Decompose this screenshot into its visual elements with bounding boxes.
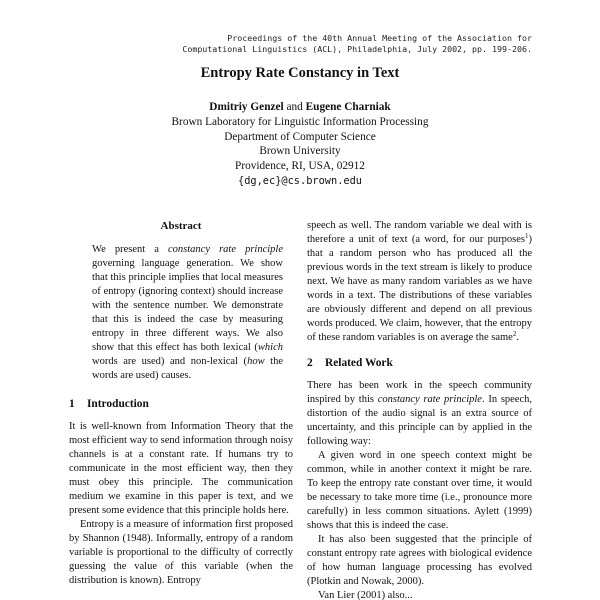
author-2: Eugene Charniak: [305, 101, 391, 113]
section-heading-related-work: [307, 356, 532, 370]
section-number: 1: [69, 398, 75, 410]
section-heading-introduction: [69, 397, 293, 411]
affiliation-line: Providence, RI, USA, 02912: [235, 160, 365, 173]
footnote-marker-1: 1: [525, 232, 529, 240]
author-conjunction: and: [286, 101, 303, 113]
abstract-text-3: words are used) and non-lexical (: [92, 356, 248, 367]
author-email: {dg,ec}@cs.brown.edu: [238, 174, 362, 187]
related-paragraph-2: A given word in one speech context might be common, while in another context it might be rare. To keep the entropy rate constant over time, it would be necessary to take more time (i.e., pronounce more carefully) in less common situations. Aylett (1999) shows that this is indeed the case.: [307, 450, 532, 531]
affiliation-line: Brown University: [259, 145, 341, 158]
intro-paragraph-2: Entropy is a measure of information first proposed by Shannon (1948). Informally, entropy of a random variable is proportional to the difficulty of correctly guessing the value of this variable (when the distribution is known). Entropy: [69, 519, 293, 586]
abstract-emphasis-2: which: [257, 342, 283, 353]
abstract-text-4: the words are used) causes.: [92, 356, 283, 381]
abstract-emphasis-3: how: [247, 356, 265, 367]
abstract-text-2: governing language generation. We show that this principle implies that local measures of entropy (ignoring context) should increase with the sentence number. We demonstrate that this is indeed the case by measuring entropy in three different ways. We also show that this effect has both lexical (: [92, 258, 283, 353]
affiliation-line: Brown Laboratory for Linguistic Information Processing: [171, 115, 429, 128]
continued-text-1: speech as well. The random variable we deal with is therefore a unit of text (a word, for our purposes: [307, 220, 532, 245]
author-1: Dmitriy Genzel: [209, 101, 284, 113]
abstract-text-1: We present a: [92, 244, 168, 255]
abstract-heading: Abstract: [160, 220, 202, 232]
related-text-1: There has been work in the speech community inspired by this: [307, 380, 532, 405]
affiliation-line: Department of Computer Science: [224, 130, 376, 143]
abstract-paragraph: [92, 243, 283, 383]
section-title: Introduction: [87, 398, 149, 410]
related-paragraph-3: It has also been suggested that the principle of constant entropy rate agrees with biological evidence of how human language processing has evolved (Plotkin and Nowak, 2000).: [307, 534, 532, 587]
abstract-emphasis-1: constancy rate principle: [168, 244, 283, 255]
author-names: [0, 100, 600, 115]
related-text-2: . In speech, distortion of the audio signal is an extra source of uncertainty, and this principle can by applied in the following way:: [307, 394, 533, 447]
footnote-marker-2: 2: [512, 330, 517, 338]
related-paragraph-1: [307, 379, 532, 449]
continued-text-2: ) that a random person who has produced all the previous words in the text stream is likely to produce next. We have as many random variables as we have words in a text. The distributions of these variables are obviously different and depend on all previous words produced. We claim, however, that the entropy of these random variables is on average the same: [307, 234, 532, 343]
continued-text-3: .: [516, 332, 519, 343]
proceedings-line-1: Proceedings of the 40th Annual Meeting of the Association for: [227, 33, 532, 43]
related-emphasis: constancy rate principle: [377, 394, 482, 405]
paper-title: Entropy Rate Constancy in Text: [200, 65, 400, 81]
left-column: [69, 219, 293, 588]
section-number: 2: [307, 357, 313, 369]
related-paragraph-4: Van Lier (2001) also...: [318, 590, 413, 600]
section-title: Related Work: [325, 357, 393, 369]
intro-paragraph-1: It is well-known from Information Theory that the most efficient way to send information through noisy channels is at a constant rate. If humans try to communicate in the most efficient way, then they must obey this principle. The communication medium we examine in this paper is text, and we present some evidence that this principle holds here.: [69, 421, 293, 516]
right-column: [307, 219, 532, 600]
continued-paragraph: [307, 219, 532, 345]
proceedings-header: [140, 33, 532, 55]
abstract: [92, 243, 283, 383]
proceedings-line-2: Computational Linguistics (ACL), Philadelphia, July 2002, pp. 199-206.: [182, 44, 532, 54]
author-block: [0, 100, 600, 189]
